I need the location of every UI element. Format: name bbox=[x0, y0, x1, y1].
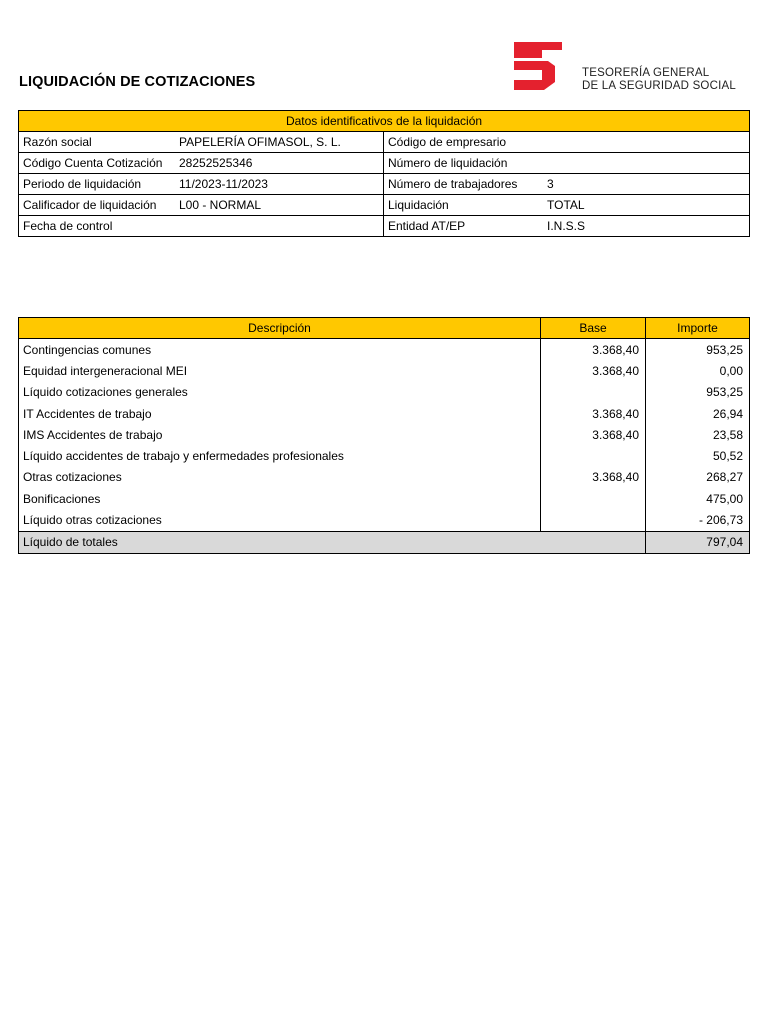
contribution-row bbox=[19, 488, 750, 509]
page-title: LIQUIDACIÓN DE COTIZACIONES bbox=[19, 74, 256, 90]
field-value: 28252525346 bbox=[179, 156, 253, 170]
contribution-description: Bonificaciones bbox=[19, 488, 541, 509]
identification-cell-left bbox=[19, 195, 384, 216]
contribution-row bbox=[19, 467, 750, 488]
field-label: Número de liquidación bbox=[388, 156, 508, 170]
field-label: Código Cuenta Cotización bbox=[23, 156, 163, 170]
contribution-amount: 50,52 bbox=[646, 445, 750, 466]
column-header-amount: Importe bbox=[646, 318, 750, 339]
logo-line-1: TESORERÍA GENERAL bbox=[582, 67, 710, 79]
contribution-description: Líquido accidentes de trabajo y enfermedades profesionales bbox=[19, 445, 541, 466]
identification-table bbox=[18, 110, 750, 237]
contribution-row bbox=[19, 339, 750, 361]
contribution-amount: 953,25 bbox=[646, 339, 750, 361]
field-value: I.N.S.S bbox=[547, 219, 586, 233]
contribution-row bbox=[19, 403, 750, 424]
field-value: 3 bbox=[547, 177, 554, 191]
field-label: Periodo de liquidación bbox=[23, 177, 142, 191]
identification-heading: Datos identificativos de la liquidación bbox=[19, 111, 750, 132]
field-value: TOTAL bbox=[547, 198, 585, 212]
contribution-description: Líquido otras cotizaciones bbox=[19, 509, 541, 531]
contribution-description: Líquido cotizaciones generales bbox=[19, 382, 541, 403]
contribution-row bbox=[19, 445, 750, 466]
contribution-description: Otras cotizaciones bbox=[19, 467, 541, 488]
identification-row bbox=[19, 153, 750, 174]
contribution-base: 3.368,40 bbox=[541, 467, 646, 488]
tgss-emblem-icon bbox=[512, 40, 564, 92]
identification-row bbox=[19, 216, 750, 237]
field-value: 11/2023-11/2023 bbox=[179, 177, 268, 191]
contributions-table bbox=[18, 317, 750, 554]
field-label: Código de empresario bbox=[388, 135, 507, 149]
contribution-base bbox=[541, 509, 646, 531]
identification-cell-right bbox=[384, 132, 750, 153]
identification-row bbox=[19, 195, 750, 216]
contribution-description: IT Accidentes de trabajo bbox=[19, 403, 541, 424]
column-header-base: Base bbox=[541, 318, 646, 339]
logo-text bbox=[582, 67, 736, 93]
identification-cell-right bbox=[384, 174, 750, 195]
identification-cell-left bbox=[19, 132, 384, 153]
contribution-amount: 475,00 bbox=[646, 488, 750, 509]
column-header-description: Descripción bbox=[19, 318, 541, 339]
contribution-amount: 953,25 bbox=[646, 382, 750, 403]
contribution-amount: - 206,73 bbox=[646, 509, 750, 531]
contribution-base bbox=[541, 382, 646, 403]
contribution-amount: 268,27 bbox=[646, 467, 750, 488]
contribution-row bbox=[19, 509, 750, 531]
field-value: L00 - NORMAL bbox=[179, 198, 262, 212]
identification-cell-left bbox=[19, 174, 384, 195]
field-label: Entidad AT/EP bbox=[388, 219, 466, 233]
identification-row bbox=[19, 132, 750, 153]
contribution-amount: 0,00 bbox=[646, 360, 750, 381]
logo-line-2: DE LA SEGURIDAD SOCIAL bbox=[582, 80, 736, 92]
contribution-amount: 23,58 bbox=[646, 424, 750, 445]
field-label: Liquidación bbox=[388, 198, 449, 212]
contribution-description: Equidad intergeneracional MEI bbox=[19, 360, 541, 381]
total-row bbox=[19, 531, 750, 553]
total-label: Líquido de totales bbox=[19, 531, 646, 553]
contribution-base bbox=[541, 488, 646, 509]
field-value: PAPELERÍA OFIMASOL, S. L. bbox=[179, 135, 341, 149]
contribution-row bbox=[19, 382, 750, 403]
identification-cell-right bbox=[384, 153, 750, 174]
field-label: Razón social bbox=[23, 135, 92, 149]
identification-row bbox=[19, 174, 750, 195]
contribution-base: 3.368,40 bbox=[541, 424, 646, 445]
identification-cell-left bbox=[19, 153, 384, 174]
contribution-row bbox=[19, 424, 750, 445]
tgss-logo bbox=[512, 38, 734, 94]
contribution-description: IMS Accidentes de trabajo bbox=[19, 424, 541, 445]
contribution-base: 3.368,40 bbox=[541, 360, 646, 381]
field-label: Calificador de liquidación bbox=[23, 198, 157, 212]
contribution-base: 3.368,40 bbox=[541, 403, 646, 424]
field-label: Número de trabajadores bbox=[388, 177, 518, 191]
identification-cell-right bbox=[384, 195, 750, 216]
contribution-base bbox=[541, 445, 646, 466]
identification-cell-left bbox=[19, 216, 384, 237]
total-amount: 797,04 bbox=[646, 531, 750, 553]
contribution-description: Contingencias comunes bbox=[19, 339, 541, 361]
field-label: Fecha de control bbox=[23, 219, 113, 233]
contribution-amount: 26,94 bbox=[646, 403, 750, 424]
contribution-row bbox=[19, 360, 750, 381]
contribution-base: 3.368,40 bbox=[541, 339, 646, 361]
identification-cell-right bbox=[384, 216, 750, 237]
